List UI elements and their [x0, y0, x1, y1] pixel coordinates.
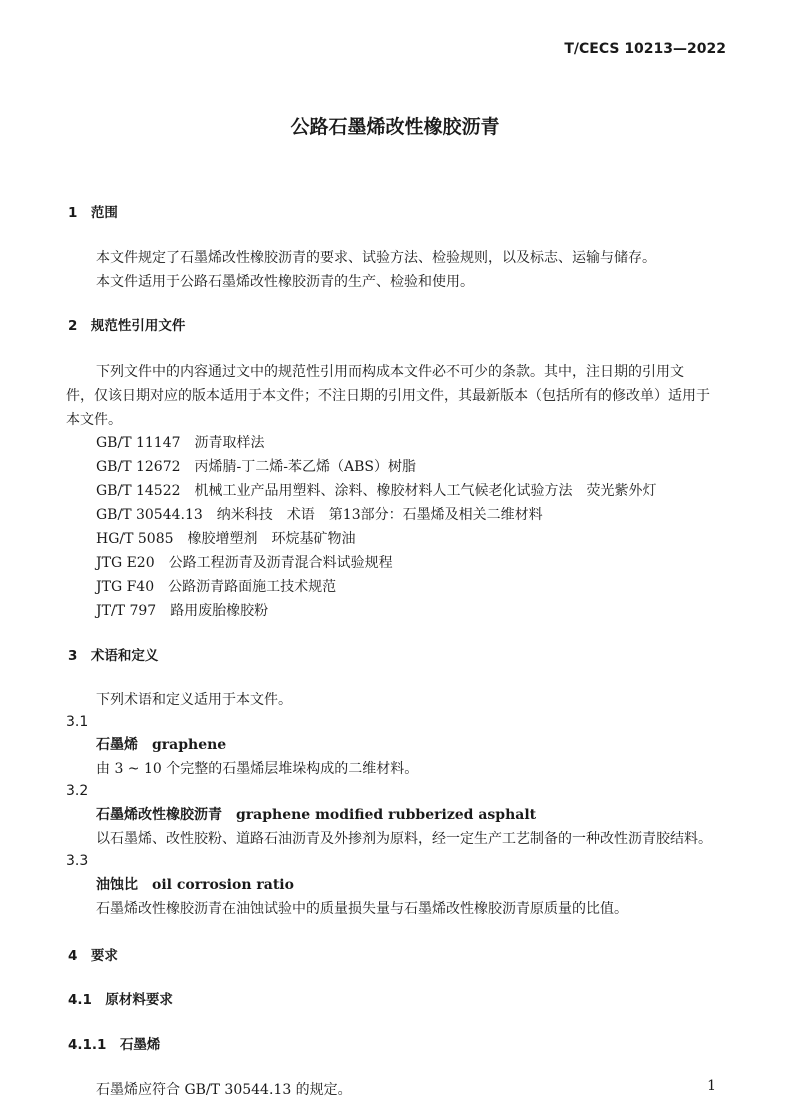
paragraph: 本文件规定了石墨烯改性橡胶沥青的要求、试验方法、检验规则，以及标志、运输与储存。 — [96, 250, 656, 266]
reference-item: JTG F40 公路沥青路面施工技术规范 — [96, 579, 337, 595]
term-number: 3.3 — [66, 853, 89, 869]
section-3-heading: 3 术语和定义 — [68, 648, 159, 664]
term-number: 3.1 — [66, 714, 89, 730]
reference-item: JTG E20 公路工程沥青及沥青混合料试验规程 — [96, 555, 393, 571]
section-4-1-1-heading: 4.1.1 石墨烯 — [68, 1037, 161, 1053]
reference-item: JT/T 797 路用废胎橡胶粉 — [96, 603, 269, 619]
reference-item: HG/T 5085 橡胶增塑剂 环烷基矿物油 — [96, 531, 356, 547]
paragraph: 本文件适用于公路石墨烯改性橡胶沥青的生产、检验和使用。 — [96, 274, 474, 290]
doc-number: T/CECS 10213—2022 — [564, 41, 726, 57]
section-2-heading: 2 规范性引用文件 — [68, 318, 186, 334]
term: 油蚀比 oil corrosion ratio — [96, 877, 294, 893]
reference-item: GB/T 30544.13 纳米科技 术语 第13部分：石墨烯及相关二维材料 — [96, 507, 543, 523]
term: 石墨烯 graphene — [96, 737, 227, 753]
section-4-1-heading: 4.1 原材料要求 — [68, 992, 173, 1008]
reference-item: GB/T 14522 机械工业产品用塑料、涂料、橡胶材料人工气候老化试验方法 荧光紫外灯 — [96, 483, 657, 499]
page-title: 公路石墨烯改性橡胶沥青 — [290, 116, 500, 138]
term-definition: 由 3 ~ 10 个完整的石墨烯层堆垛构成的二维材料。 — [96, 761, 419, 777]
paragraph: 下列文件中的内容通过文中的规范性引用而构成本文件必不可少的条款。其中，注日期的引用文 — [96, 364, 684, 380]
term-number: 3.2 — [66, 783, 89, 799]
paragraph: 下列术语和定义适用于本文件。 — [96, 692, 292, 708]
term: 石墨烯改性橡胶沥青 graphene modified rubberized asphalt — [96, 807, 537, 823]
term-definition: 石墨烯改性橡胶沥青在油蚀试验中的质量损失量与石墨烯改性橡胶沥青原质量的比值。 — [96, 901, 628, 917]
section-1-heading: 1 范围 — [68, 205, 118, 221]
paragraph: 石墨烯应符合 GB/T 30544.13 的规定。 — [96, 1082, 352, 1098]
term-definition: 以石墨烯、改性胶粉、道路石油沥青及外掺剂为原料，经一定生产工艺制备的一种改性沥青胶结料。 — [96, 831, 712, 847]
page-number: 1 — [707, 1078, 716, 1094]
section-4-heading: 4 要求 — [68, 948, 118, 964]
reference-item: GB/T 11147 沥青取样法 — [96, 435, 265, 451]
reference-item: GB/T 12672 丙烯腈-丁二烯-苯乙烯（ABS）树脂 — [96, 459, 416, 475]
paragraph: 本文件。 — [66, 412, 122, 428]
paragraph: 件，仅该日期对应的版本适用于本文件；不注日期的引用文件，其最新版本（包括所有的修改单）适用于 — [66, 388, 710, 404]
